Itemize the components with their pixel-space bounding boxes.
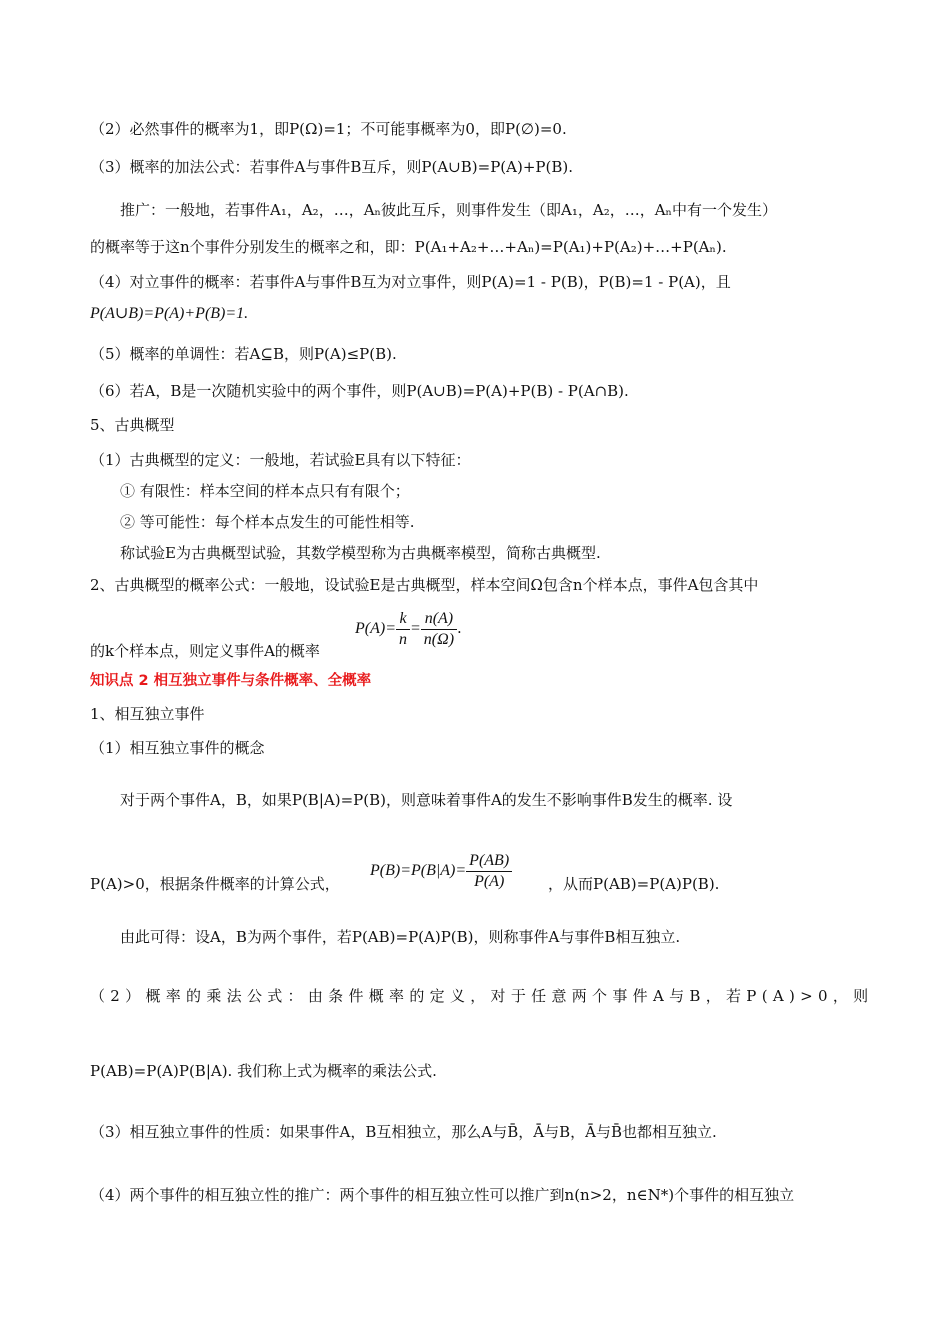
formula-end: .: [457, 619, 462, 637]
fraction-denominator: P(A): [474, 872, 505, 890]
text-line-21: （2）概率的乘法公式：由条件概率的定义，对于任意两个事件A与B，若P(A)>0，则: [90, 987, 874, 1005]
text-line-15: 的k个样本点，则定义事件A的概率: [90, 642, 320, 660]
text-line-18: 对于两个事件A，B，如果P(B|A)=P(B)，则意味着事件A的发生不影响事件B发生的概率. 设: [120, 791, 733, 809]
text-line-13: 称试验E为古典概型试验，其数学模型称为古典概率模型，简称古典概型.: [120, 544, 601, 562]
text-line-20: 由此可得：设A，B为两个事件，若P(AB)=P(A)P(B)，则称事件A与事件B相互独立.: [120, 928, 681, 946]
text-line-6: P(A∪B)=P(A)+P(B)=1.: [90, 305, 249, 322]
formula-lhs: P(A)=: [355, 620, 396, 637]
text-line-14: 2、古典概型的概率公式：一般地，设试验E是古典概型，样本空间Ω包含n个样本点，事件A包含其中: [90, 576, 759, 594]
classical-probability-formula: [355, 604, 462, 653]
text-line-12: ② 等可能性：每个样本点发生的可能性相等.: [120, 513, 415, 531]
fraction-numerator: P(AB): [466, 851, 512, 872]
formula-lhs: P(B)=P(B|A)=: [370, 862, 467, 879]
text-line-2: （3）概率的加法公式：若事件A与事件B互斥，则P(A∪B)=P(A)+P(B).: [90, 158, 573, 176]
formula-equals: =: [410, 620, 421, 637]
text-line-24: （4）两个事件的相互独立性的推广：两个事件的相互独立性可以推广到n(n>2，n∈N*)个事件的相互独立: [90, 1186, 795, 1204]
fraction-nA-over-nOmega: [421, 609, 457, 650]
fraction-PAB-over-PA: [466, 851, 512, 892]
fraction-denominator: n(Ω): [423, 630, 455, 648]
text-line-4: 的概率等于这n个事件分别发生的概率之和，即：P(A₁+A₂+…+Aₙ)=P(A₁)+P(A₂)+…+P(Aₙ).: [90, 238, 727, 256]
text-line-3: 推广：一般地，若事件A₁，A₂，…，Aₙ彼此互斥，则事件发生（即A₁，A₂，…，Aₙ中有一个发生）: [120, 201, 778, 219]
knowledge-point-heading: 知识点 2 相互独立事件与条件概率、全概率: [90, 673, 372, 689]
text-line-7: （5）概率的单调性：若A⊆B，则P(A)≤P(B).: [90, 345, 397, 363]
text-line-1: （2）必然事件的概率为1，即P(Ω)=1；不可能事概率为0，即P(∅)=0.: [90, 120, 567, 138]
text-line-10: （1）古典概型的定义：一般地，若试验E具有以下特征：: [90, 451, 471, 469]
section-title-5: 5、古典概型: [90, 416, 175, 434]
fraction-numerator: n(A): [421, 609, 457, 630]
text-line-19a: P(A)>0，根据条件概率的计算公式，: [90, 875, 340, 893]
text-line-5: （4）对立事件的概率：若事件A与事件B互为对立事件，则P(A)=1 - P(B)，P(B)=1 - P(A)，且: [90, 273, 731, 291]
fraction-numerator: k: [396, 609, 410, 630]
conditional-probability-formula: [370, 846, 512, 895]
fraction-k-over-n: [396, 609, 410, 650]
text-line-17: （1）相互独立事件的概念: [90, 739, 265, 757]
text-line-11: ① 有限性：样本空间的样本点只有有限个；: [120, 482, 410, 500]
text-line-22: P(AB)=P(A)P(B|A). 我们称上式为概率的乘法公式.: [90, 1062, 437, 1080]
text-line-19b: ，从而P(AB)=P(A)P(B).: [548, 875, 720, 893]
text-line-23: （3）相互独立事件的性质：如果事件A，B互相独立，那么A与B̄，Ā与B，Ā与B̄也都相互独立.: [90, 1123, 717, 1141]
fraction-denominator: n: [399, 630, 407, 648]
text-line-8: （6）若A，B是一次随机实验中的两个事件，则P(A∪B)=P(A)+P(B) - P(A∩B).: [90, 382, 629, 400]
section-title-1: 1、相互独立事件: [90, 705, 205, 723]
